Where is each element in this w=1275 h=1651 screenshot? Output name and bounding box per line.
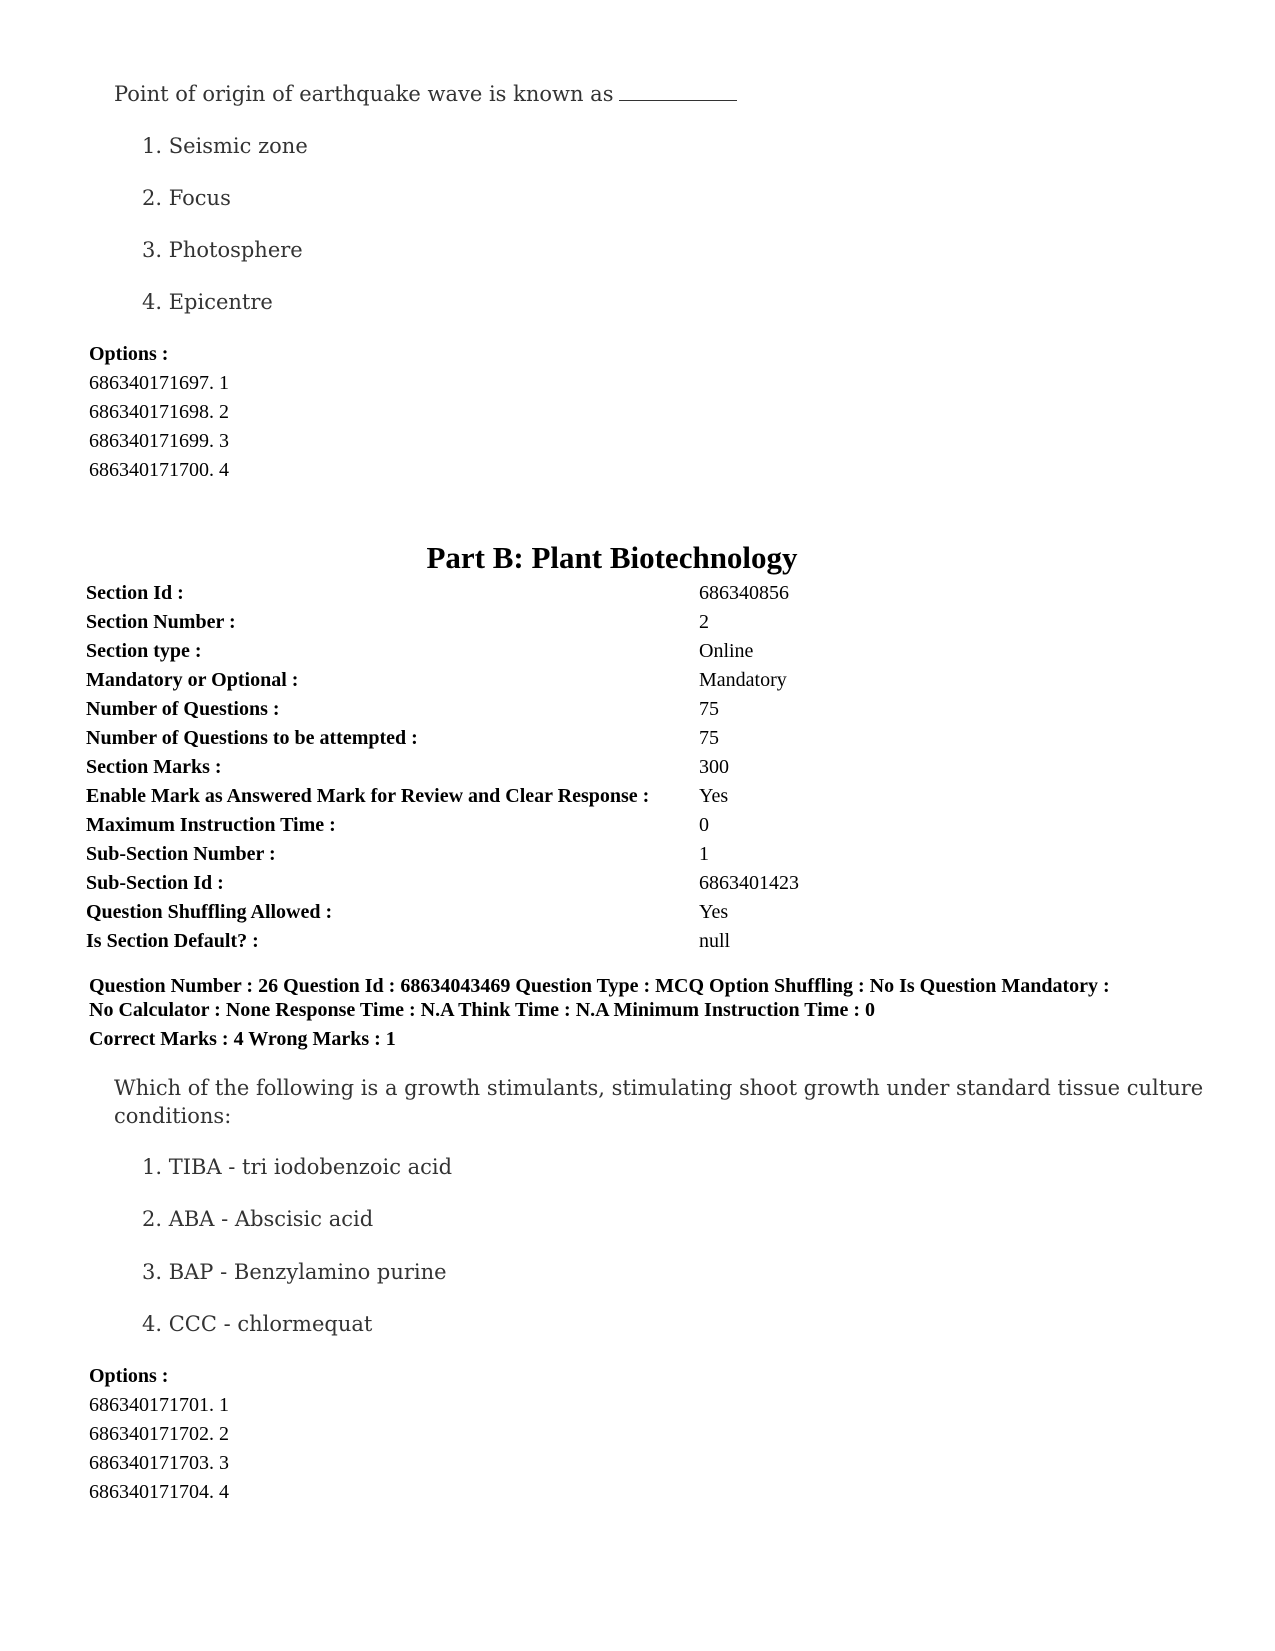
section-info-row [86, 666, 799, 695]
answer-blank [619, 82, 737, 101]
section-info-value: Yes [699, 785, 729, 807]
section-info-row [86, 753, 799, 782]
meta-line-2: No Calculator : None Response Time : N.A Think Time : N.A Minimum Instruction Time : 0 [89, 999, 875, 1021]
section-info-row [86, 840, 799, 869]
question-25-stem: Point of origin of earthquake wave is known as [114, 82, 614, 106]
q25-choice-3: 3. Photosphere [142, 238, 303, 262]
section-info-row [86, 608, 799, 637]
option-id-3: 686340171703. 3 [89, 1452, 229, 1474]
section-info-value: Yes [699, 901, 729, 923]
section-info-row [86, 898, 799, 927]
question-26-text [114, 1074, 1203, 1130]
section-info-value: 2 [699, 611, 709, 633]
section-info-key: Section Number : [86, 611, 236, 633]
question-26-line-1: Which of the following is a growth stimulants, stimulating shoot growth under standard tissue culture [114, 1076, 1204, 1100]
section-info-key: Maximum Instruction Time : [86, 814, 336, 836]
option-id-2: 686340171698. 2 [89, 401, 229, 423]
option-id-3: 686340171699. 3 [89, 430, 229, 452]
q25-choice-1: 1. Seismic zone [142, 134, 308, 158]
section-info-row [86, 927, 799, 956]
section-info-key: Mandatory or Optional : [86, 669, 299, 691]
q25-choice-4: 4. Epicentre [142, 290, 273, 314]
q26-choice-2: 2. ABA - Abscisic acid [142, 1207, 374, 1231]
section-info-value: 1 [699, 843, 709, 865]
section-info-row [86, 724, 799, 753]
question-26-meta [89, 974, 1110, 1051]
option-id-1: 686340171697. 1 [89, 372, 229, 394]
q26-choice-1: 1. TIBA - tri iodobenzoic acid [142, 1155, 453, 1179]
marks-line: Correct Marks : 4 Wrong Marks : 1 [89, 1028, 396, 1050]
section-info-key: Section Marks : [86, 756, 222, 778]
section-info-row [86, 869, 799, 898]
section-info-value: 6863401423 [699, 872, 799, 894]
section-title: Part B: Plant Biotechnology [426, 540, 798, 575]
question-25-text [114, 80, 737, 108]
section-info-value: 75 [699, 698, 719, 720]
options-label: Options : [89, 343, 169, 365]
section-info-key: Question Shuffling Allowed : [86, 901, 333, 923]
meta-line-1: Question Number : 26 Question Id : 68634043469 Question Type : MCQ Option Shuffling : No Is Question Mandatory : [89, 975, 1110, 997]
section-info-key: Enable Mark as Answered Mark for Review and Clear Response : [86, 785, 650, 807]
section-info-row [86, 579, 799, 608]
section-info-key: Is Section Default? : [86, 930, 259, 952]
section-info-key: Section type : [86, 640, 202, 662]
section-info-value: 0 [699, 814, 709, 836]
section-info-value: 300 [699, 756, 729, 778]
section-info-value: 686340856 [699, 582, 789, 604]
section-info-row [86, 782, 799, 811]
section-info-row [86, 811, 799, 840]
section-info-table [86, 579, 799, 956]
section-info-value: Online [699, 640, 754, 662]
options-label: Options : [89, 1365, 169, 1387]
option-id-4: 686340171704. 4 [89, 1481, 229, 1503]
section-info-row [86, 695, 799, 724]
section-info-key: Number of Questions : [86, 698, 280, 720]
section-info-value: null [699, 930, 731, 952]
option-id-4: 686340171700. 4 [89, 459, 229, 481]
q25-options [89, 340, 229, 485]
section-info-row [86, 637, 799, 666]
section-info-key: Sub-Section Id : [86, 872, 224, 894]
q26-options [89, 1362, 229, 1507]
section-info-value: 75 [699, 727, 719, 749]
option-id-2: 686340171702. 2 [89, 1423, 229, 1445]
section-info-value: Mandatory [699, 669, 787, 691]
q26-choice-4: 4. CCC - chlormequat [142, 1312, 373, 1336]
option-id-1: 686340171701. 1 [89, 1394, 229, 1416]
section-info-key: Sub-Section Number : [86, 843, 276, 865]
section-info-key: Section Id : [86, 582, 184, 604]
question-26-line-2: conditions: [114, 1104, 232, 1128]
section-info-key: Number of Questions to be attempted : [86, 727, 418, 749]
q25-choice-2: 2. Focus [142, 186, 231, 210]
q26-choice-3: 3. BAP - Benzylamino purine [142, 1260, 447, 1284]
